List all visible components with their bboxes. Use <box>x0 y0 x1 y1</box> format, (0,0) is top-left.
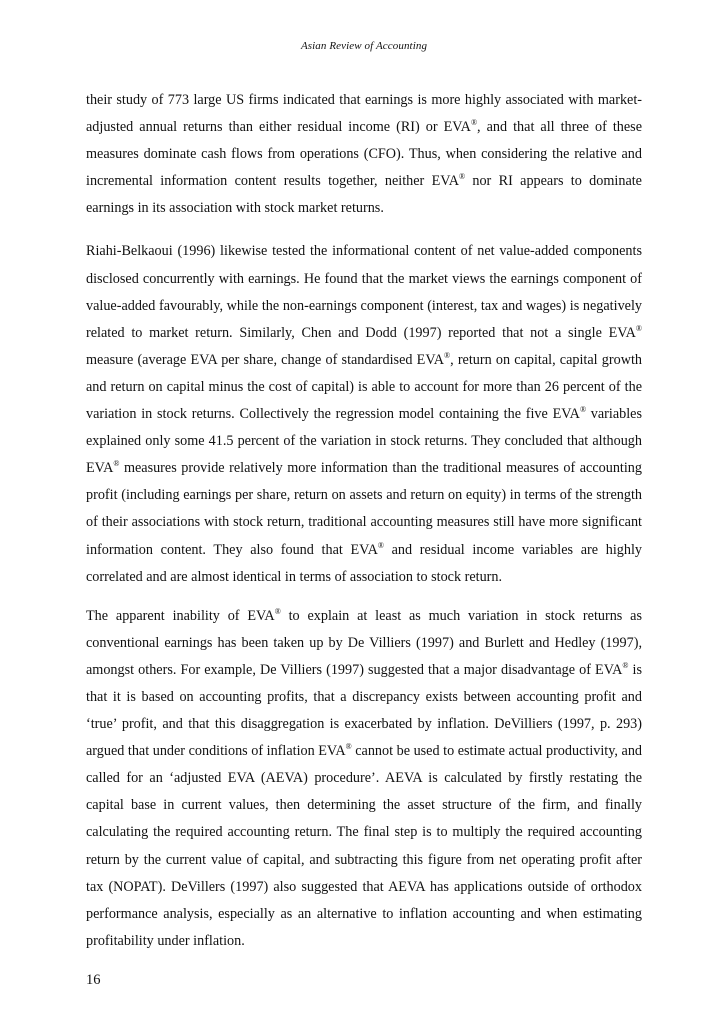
text-run: , and that all three of these measures dominate cash flows from operations (CFO). Thus, when considering the relative and incremental information content results together, neither EVA <box>86 119 643 190</box>
registered-mark: ® <box>345 742 352 752</box>
body-text <box>86 87 642 969</box>
paragraph-2 <box>86 238 642 590</box>
registered-mark: ® <box>622 660 629 670</box>
registered-mark: ® <box>113 459 120 469</box>
text-run: is that it is based on accounting profits, that a discrepancy exists between accounting profit and ‘true’ profit, and that this disaggregation is exacerbated by inflation. DeVilliers (1997, p. 293) argued that under conditions of inflation EVA <box>86 661 643 760</box>
registered-mark: ® <box>444 350 451 360</box>
text-run: cannot be used to estimate actual productivity, and called for an ‘adjusted EVA (AEVA) procedure’. AEVA is calculated by firstly restating the capital base in current values, then determining the asset structure of the firm, and finally calculating the required accounting return. The final step is to multiply the required accounting return by the current value of capital, and subtracting this figure from net operating profit after tax (NOPAT). DeVillers (1997) also suggested that AEVA has applications outside of orthodox performance analysis, especially as an alternative to inflation accounting and when estimating profitability under inflation. <box>86 743 643 949</box>
paragraph-3 <box>86 603 642 955</box>
text-run: The apparent inability of EVA <box>86 607 275 624</box>
text-run: their study of 773 large US firms indicated that earnings is more highly associated with market-adjusted annual returns than either residual income (RI) or EVA <box>86 92 642 136</box>
text-run: measures provide relatively more information than the traditional measures of accounting profit (including earnings per share, return on assets and return on equity) in terms of the strength of their associations with stock return, traditional accounting measures still have more significant information content. They also found that EVA <box>86 460 642 558</box>
registered-mark: ® <box>458 172 466 182</box>
text-run: and residual income variables are highly correlated and are almost identical in terms of association to stock return. <box>86 541 642 585</box>
running-header: Asian Review of Accounting <box>300 40 428 52</box>
page-number: 16 <box>86 972 101 988</box>
registered-mark: ® <box>274 606 281 616</box>
registered-mark: ® <box>635 323 642 333</box>
text-run: variables explained only some 41.5 percent of the variation in stock returns. They concluded that although EVA <box>86 406 642 477</box>
registered-mark: ® <box>579 405 587 415</box>
text-run: measure (average EVA per share, change of standardised EVA <box>86 351 444 368</box>
text-run: Riahi-Belkaoui (1996) likewise tested the informational content of net value-added components disclosed concurrently with earnings. He found that the market views the earnings component of value-added favourably, while the non-earnings component (interest, tax and wages) is negatively related to market return. Similarly, Chen and Dodd (1997) reported that not a single EVA <box>86 243 642 341</box>
registered-mark: ® <box>377 540 384 550</box>
paragraph-1 <box>86 87 642 222</box>
text-run: to explain at least as much variation in stock returns as conventional earnings has been taken up by De Villiers (1997) and Burlett and Hedley (1997), amongst others. For example, De Villiers (1997) suggested that a major disadvantage of EVA <box>86 607 642 678</box>
registered-mark: ® <box>470 118 478 128</box>
text-run: nor RI appears to dominate earnings in its association with stock market returns. <box>86 173 642 217</box>
text-run: , return on capital, capital growth and return on capital minus the cost of capital) is able to account for more than 26 percent of the variation in stock returns. Collectively the regression model containing the five EVA <box>86 351 642 423</box>
